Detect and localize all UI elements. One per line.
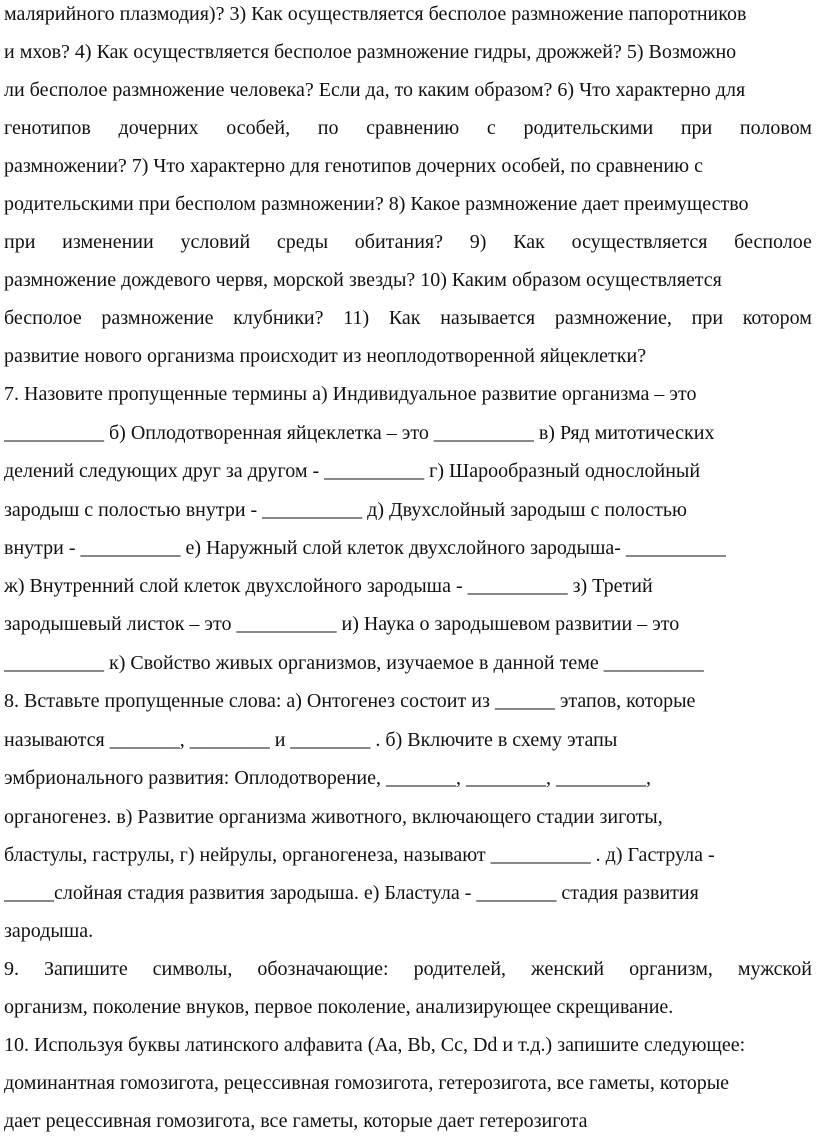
word: 9) — [469, 231, 487, 253]
word: изменении — [62, 231, 154, 253]
word: условий — [180, 231, 251, 253]
word: Как — [513, 231, 545, 253]
word: размножение — [101, 307, 214, 329]
text-line — [4, 228, 812, 256]
word: Как — [388, 307, 421, 329]
text-line: организм, поколение внуков, первое поколение, анализирующее скрещивание. — [4, 996, 674, 1018]
task-9-heading-line — [4, 955, 812, 983]
word: организм, — [629, 958, 713, 980]
text-line: развитие нового организма происходит из неоплодотворенной яйцеклетки? — [4, 345, 647, 367]
text-line: и мхов? 4) Как осуществляется бесполое размножение гидры, дрожжей? 5) Возможно — [4, 41, 737, 63]
word: 11) — [343, 307, 370, 329]
text-line: делений следующих друг за другом - __________ г) Шарообразный однослойный — [4, 460, 701, 482]
word: родительскими — [523, 117, 654, 139]
word: Запишите — [43, 958, 128, 980]
text-line: эмбрионального развития: Оплодотворение, _______, ________, _________, — [4, 767, 652, 789]
text-line: малярийного плазмодия)? 3) Как осуществляется бесполое размножение папоротников — [4, 3, 747, 25]
word: 9. — [4, 958, 19, 980]
text-line — [4, 304, 812, 332]
word: символы, — [152, 958, 233, 980]
task-7-heading-line: 7. Назовите пропущенные термины а) Индивидуальное развитие организма – это — [4, 383, 697, 405]
task-10-heading-line: 10. Используя буквы латинского алфавита (Аа, Bb, Cc, Dd и т.д.) запишите следующее: — [4, 1034, 746, 1056]
word: при — [4, 231, 36, 253]
text-line: размножение дождевого червя, морской звезды? 10) Каким образом осуществляется — [4, 269, 722, 291]
word: особей, — [226, 117, 291, 139]
word: мужской — [737, 958, 812, 980]
word: женский — [531, 958, 605, 980]
word: родителей, — [413, 958, 507, 980]
word: по — [317, 117, 339, 139]
word: среды — [276, 231, 329, 253]
word: половом — [739, 117, 812, 139]
text-line: __________ б) Оплодотворенная яйцеклетка – это __________ в) Ряд митотических — [4, 422, 715, 444]
word: размножение, — [554, 307, 672, 329]
text-line: _____слойная стадия развития зародыша. е) Бластула - ________ стадия развития — [4, 882, 699, 904]
text-line: внутри - __________ е) Наружный слой клеток двухслойного зародыша- __________ — [4, 537, 726, 559]
word: котором — [742, 307, 812, 329]
text-line — [4, 114, 812, 142]
word: сравнению — [366, 117, 460, 139]
text-line: ж) Внутренний слой клеток двухслойного зародыша - __________ з) Третий — [4, 575, 653, 597]
task-8-heading-line: 8. Вставьте пропущенные слова: а) Онтогенез состоит из ______ этапов, которые — [4, 690, 696, 712]
text-line: родительскими при бесполом размножении? 8) Какое размножение дает преимущество — [4, 193, 749, 215]
word: при — [680, 117, 713, 139]
word: называется — [440, 307, 536, 329]
text-line: размножении? 7) Что характерно для генотипов дочерних особей, по сравнению с — [4, 155, 703, 177]
word: осуществляется — [571, 231, 708, 253]
text-line: зародыша. — [4, 920, 94, 942]
word: дочерних — [118, 117, 199, 139]
word: обитания? — [354, 231, 444, 253]
text-line: бластулы, гаструлы, г) нейрулы, органогенеза, называют __________ . д) Гаструла - — [4, 844, 715, 866]
text-line: доминантная гомозигота, рецессивная гомозигота, гетерозигота, все гаметы, которые — [4, 1072, 730, 1094]
text-line: органогенез. в) Развитие организма животного, включающего стадии зиготы, — [4, 806, 663, 828]
word: клубники? — [233, 307, 324, 329]
word: бесполое — [734, 231, 812, 253]
word: генотипов — [4, 117, 91, 139]
word: при — [691, 307, 724, 329]
text-line: называются _______, ________ и ________ . б) Включите в схему этапы — [4, 729, 618, 751]
word: обозначающие: — [257, 958, 389, 980]
text-line: ли бесполое размножение человека? Если да, то каким образом? 6) Что характерно для — [4, 79, 746, 101]
text-line: зародышевый листок – это __________ и) Наука о зародышевом развитии – это — [4, 613, 680, 635]
word: с — [486, 117, 496, 139]
word: бесполое — [4, 307, 82, 329]
text-line: зародыш с полостью внутри - __________ д) Двухслойный зародыш с полостью — [4, 499, 687, 521]
text-line: дает рецессивная гомозигота, все гаметы, которые дает гетерозигота — [4, 1110, 588, 1132]
text-line: __________ к) Свойство живых организмов, изучаемое в данной теме __________ — [4, 652, 704, 674]
